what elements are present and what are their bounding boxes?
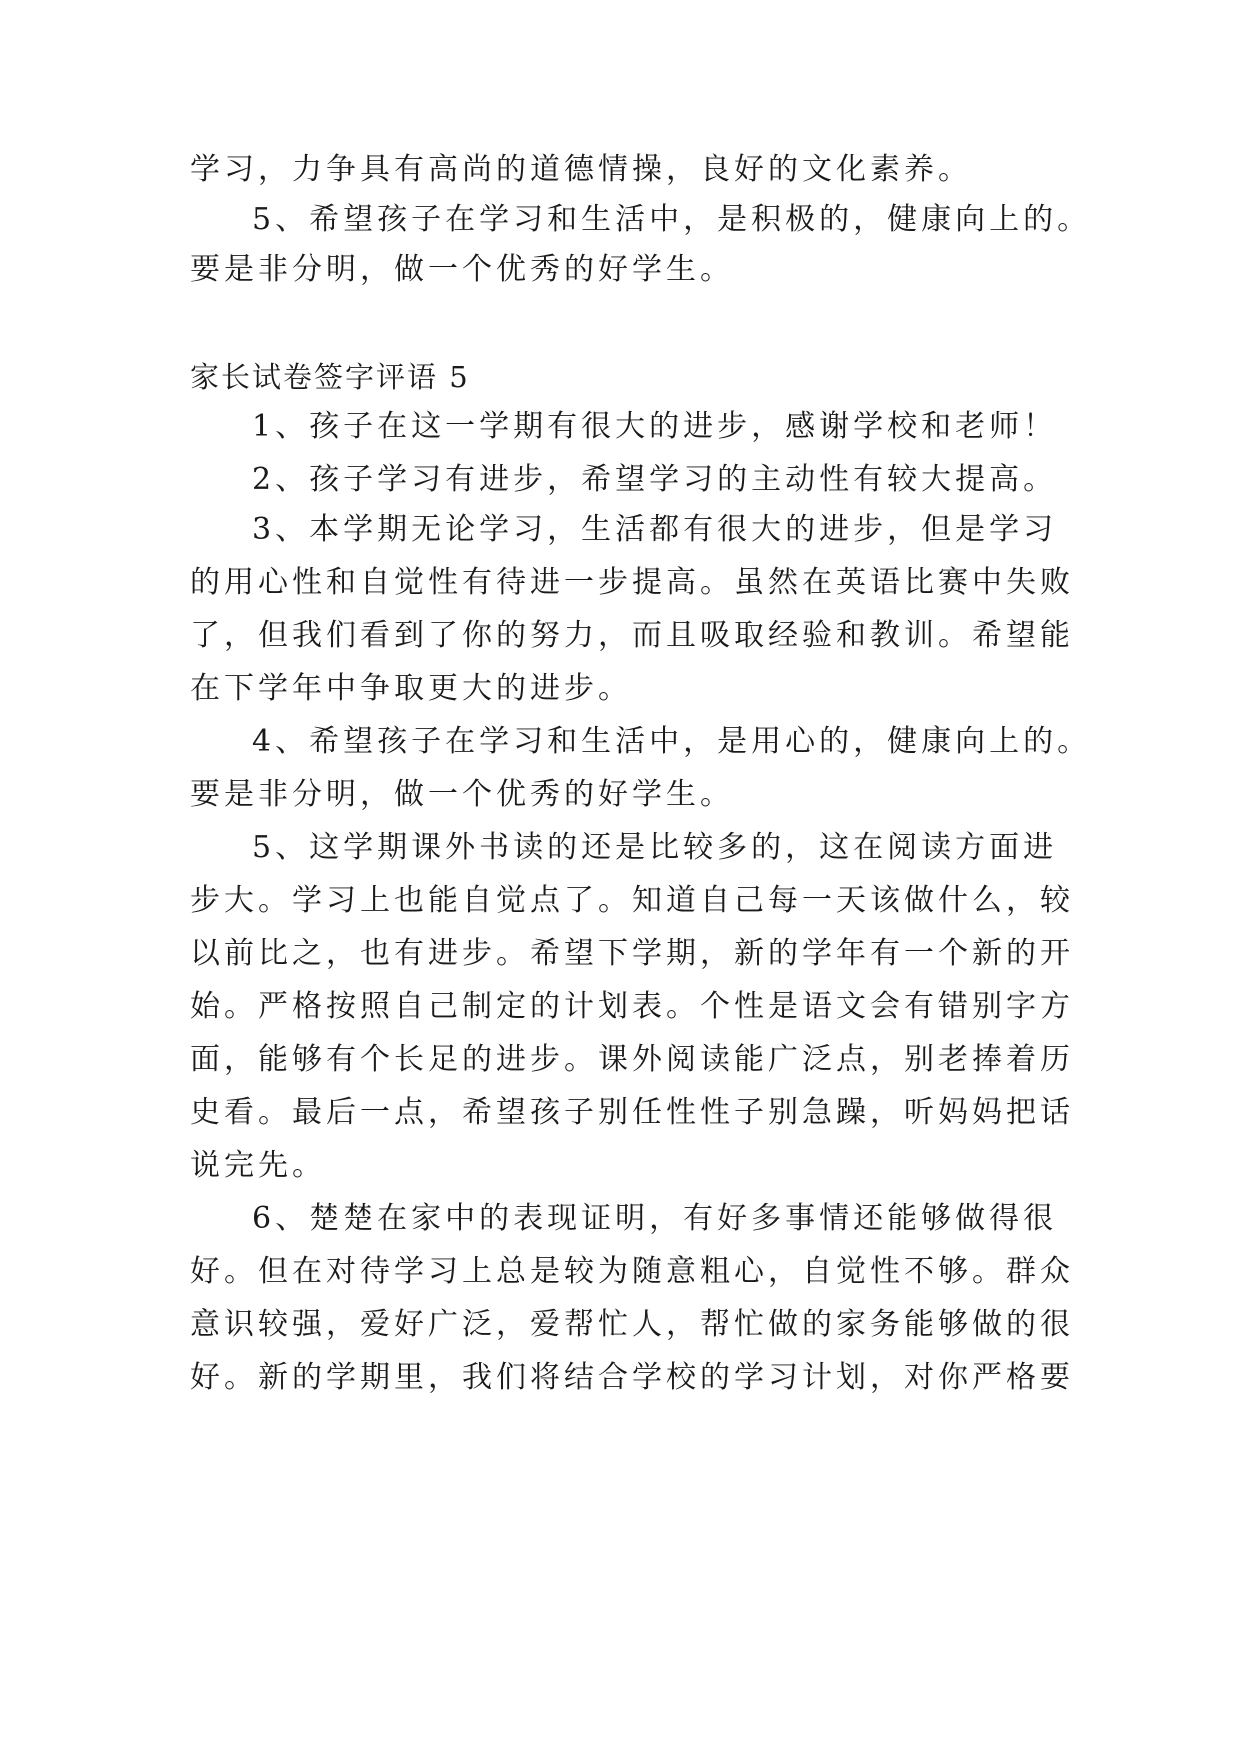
list-item-line: 步大。学习上也能自觉点了。知道自己每一天该做什么，较 — [190, 883, 1074, 918]
list-item-line: 2、孩子学习有进步，希望学习的主动性有较大提高。 — [252, 462, 1058, 497]
list-item-line: 4、希望孩子在学习和生活中，是用心的，健康向上的。 — [252, 724, 1092, 759]
list-item-line: 面，能够有个长足的进步。课外阅读能广泛点，别老捧着历 — [190, 1042, 1074, 1077]
list-item-line: 了，但我们看到了你的努力，而且吸取经验和教训。希望能 — [190, 618, 1074, 653]
list-item-line: 说完先。 — [190, 1148, 326, 1183]
list-item-line: 1、孩子在这一学期有很大的进步，感谢学校和老师！ — [252, 409, 1058, 444]
list-item-line: 要是非分明，做一个优秀的好学生。 — [190, 777, 734, 812]
list-item-line: 以前比之，也有进步。希望下学期，新的学年有一个新的开 — [190, 936, 1074, 971]
list-item-line: 意识较强，爱好广泛，爱帮忙人，帮忙做的家务能够做的很 — [190, 1307, 1074, 1342]
paragraph-line: 5、希望孩子在学习和生活中，是积极的，健康向上的。 — [252, 202, 1092, 237]
list-item-line: 在下学年中争取更大的进步。 — [190, 671, 632, 706]
list-item-line: 好。新的学期里，我们将结合学校的学习计划，对你严格要 — [190, 1360, 1074, 1395]
list-item-line: 的用心性和自觉性有待进一步提高。虽然在英语比赛中失败 — [190, 565, 1074, 600]
list-item-line: 3、本学期无论学习，生活都有很大的进步，但是学习 — [252, 512, 1058, 547]
list-item-line: 6、楚楚在家中的表现证明，有好多事情还能够做得很 — [252, 1201, 1058, 1236]
list-item-line: 始。严格按照自己制定的计划表。个性是语文会有错别字方 — [190, 989, 1074, 1024]
list-item-line: 史看。最后一点，希望孩子别任性性子别急躁，听妈妈把话 — [190, 1095, 1074, 1130]
paragraph-line: 要是非分明，做一个优秀的好学生。 — [190, 252, 734, 287]
section-title: 家长试卷签字评语 5 — [190, 360, 470, 394]
paragraph-line: 学习，力争具有高尚的道德情操，良好的文化素养。 — [190, 152, 972, 187]
list-item-line: 5、这学期课外书读的还是比较多的，这在阅读方面进 — [252, 830, 1058, 865]
list-item-line: 好。但在对待学习上总是较为随意粗心，自觉性不够。群众 — [190, 1254, 1074, 1289]
